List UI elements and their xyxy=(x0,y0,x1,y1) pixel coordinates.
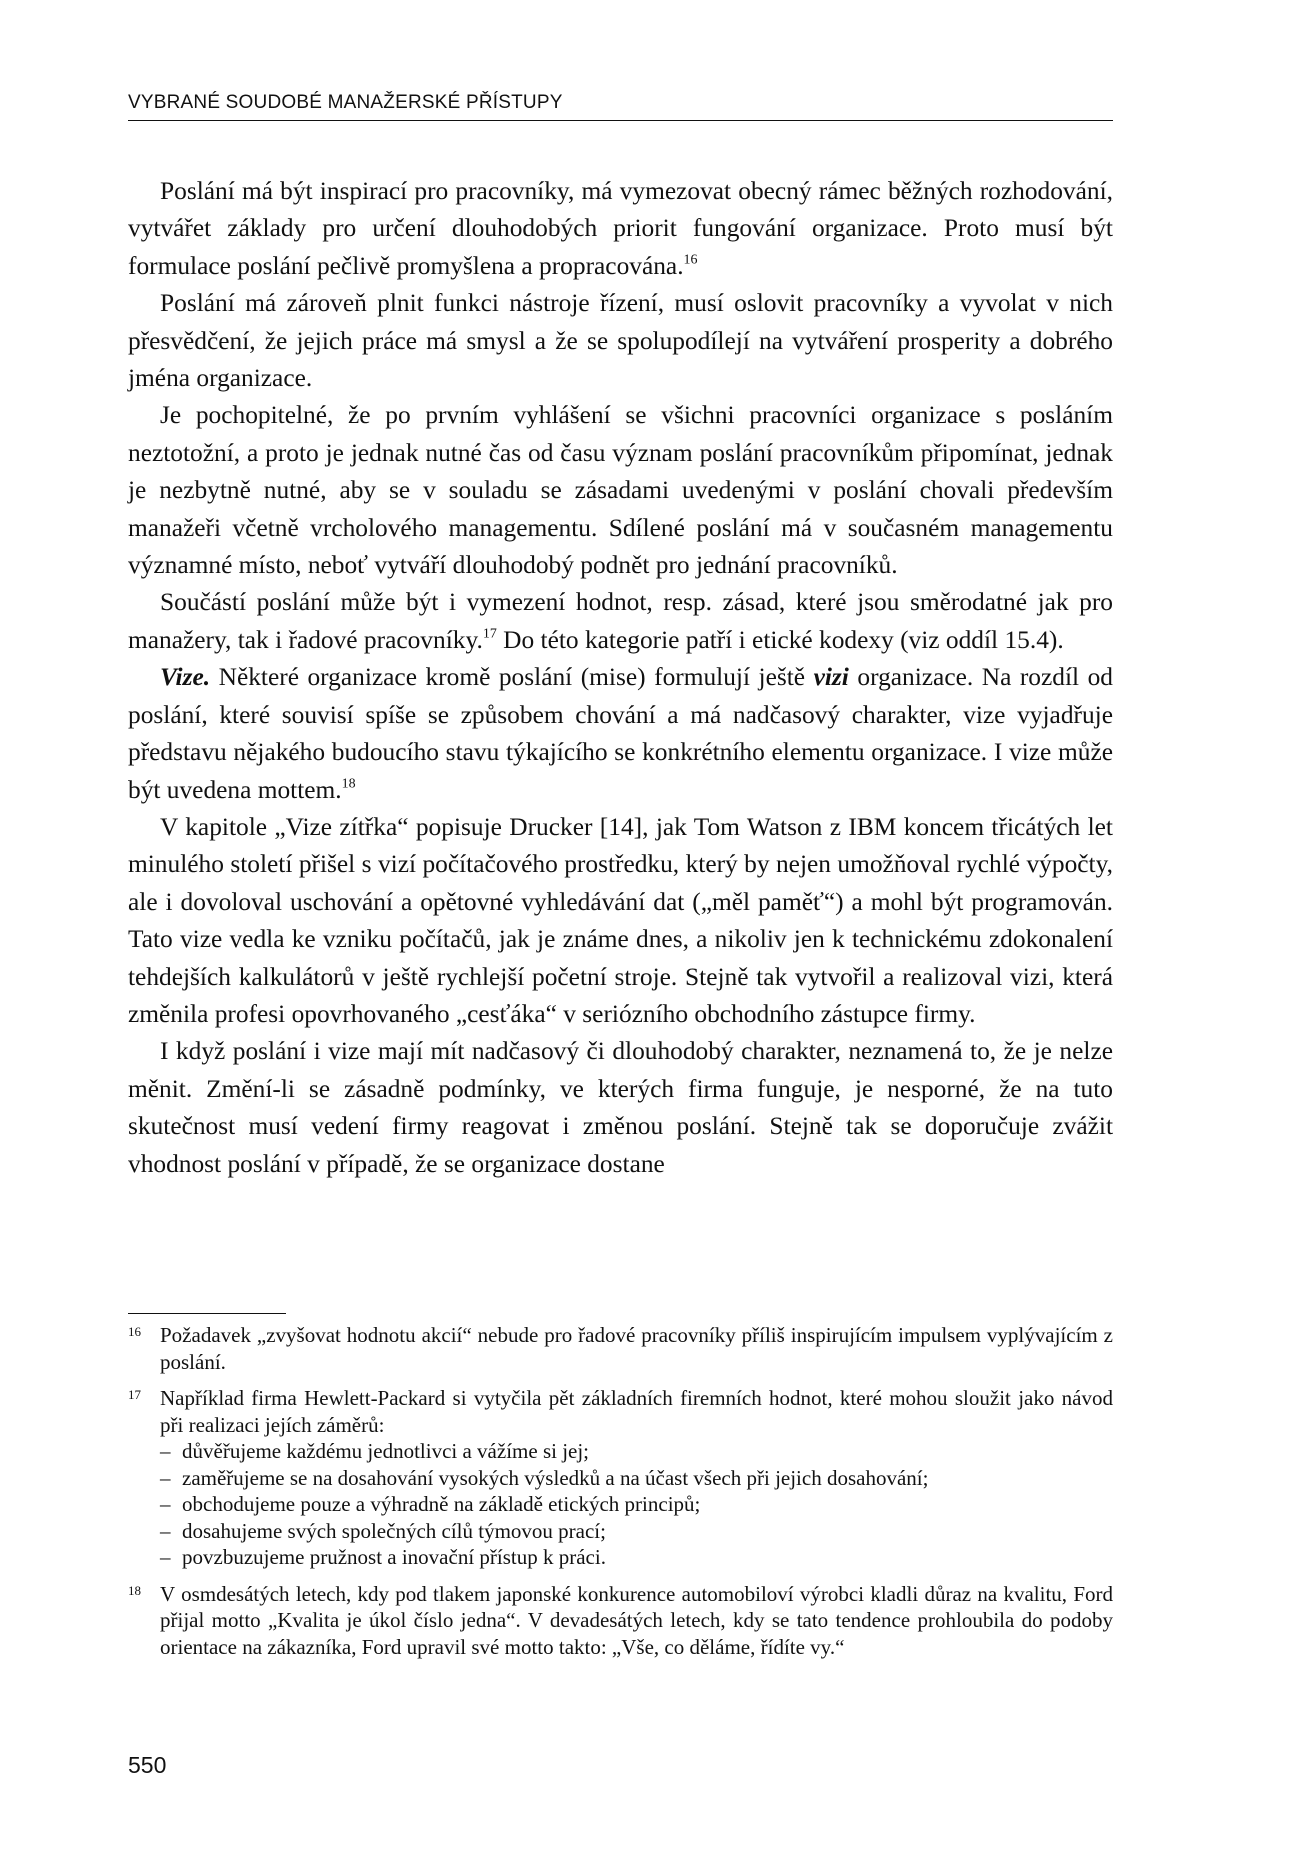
list-item: – zaměřujeme se na dosahování vysokých výsledků a na účast všech při jejich dosahování; xyxy=(160,1465,1113,1492)
section-lead: Vize. xyxy=(160,663,211,692)
footnote-text: Například firma Hewlett-Packard si vytyčila pět základních firemních hodnot, které mohou sloužit jako návod při realizaci jejích záměrů: xyxy=(160,1386,1113,1437)
footnote xyxy=(128,1581,1113,1661)
footnote-divider xyxy=(128,1313,286,1314)
emphasis: vizi xyxy=(813,663,849,692)
running-head: VYBRANÉ SOUDOBÉ MANAŽERSKÉ PŘÍSTUPY xyxy=(128,92,1113,121)
page-number: 550 xyxy=(128,1752,167,1778)
footnote xyxy=(128,1385,1113,1571)
list-item: – dosahujeme svých společných cílů týmovou prací; xyxy=(160,1518,1113,1545)
list-item: – povzbuzujeme pružnost a inovační přístup k práci. xyxy=(160,1544,1113,1571)
footnote-text: V osmdesátých letech, kdy pod tlakem japonské konkurence automobiloví výrobci kladli důraz na kvalitu, Ford přijal motto „Kvalita je úkol číslo jedna“. V devadesátých letech, kdy se tato tendence prohloubila do podoby orientace na zákazníka, Ford upravil své motto takto: „Vše, co děláme, řídíte vy.“ xyxy=(160,1581,1113,1659)
footnotes xyxy=(128,1322,1113,1670)
footnote-ref[interactable]: 17 xyxy=(482,626,497,642)
footnote-ref[interactable]: 18 xyxy=(341,776,356,792)
footnote-text: Požadavek „zvyšovat hodnotu akcií“ nebude pro řadové pracovníky příliš inspirujícím impulsem vyplývajícím z poslání. xyxy=(160,1323,1113,1374)
paragraph: Je pochopitelné, že po prvním vyhlášení se všichni pracovníci organizace s posláním neztotožní, a proto je jednak nutné čas od času význam poslání pracovníkům připomínat, jednak je nezbytně nutné, aby se v souladu se zásadami uvedenými v poslání chovali především manažeři včetně vrcholového managementu. Sdílené poslání má v současném managementu významné místo, neboť vytváří dlouhodobý podnět pro jednání pracovníků. xyxy=(128,401,1113,580)
footnote-number: 16 xyxy=(128,1324,141,1339)
footnote xyxy=(128,1322,1113,1375)
body-text xyxy=(128,173,1113,1183)
list-item: – obchodujeme pouze a výhradně na základě etických principů; xyxy=(160,1491,1113,1518)
list-item: – důvěřujeme každému jednotlivci a vážíme si jej; xyxy=(160,1438,1113,1465)
footnote-number: 17 xyxy=(128,1387,141,1402)
paragraph: Poslání má zároveň plnit funkci nástroje řízení, musí oslovit pracovníky a vyvolat v nich přesvědčení, že jejich práce má smysl a že se spolupodílejí na vytváření prosperity a dobrého jména organizace. xyxy=(128,289,1113,393)
paragraph: Vize. Některé organizace kromě poslání (mise) formulují ještě vizi organizace. Na rozdíl od poslání, které souvisí spíše se způsobem chování a má nadčasový charakter, vize vyjadřuje představu nějakého budoucího stavu týkajícího se konkrétního elementu organizace. I vize může být uvedena mottem.$^{18}$ xyxy=(128,663,1113,804)
footnote-ref[interactable]: 16 xyxy=(683,252,698,268)
paragraph: Poslání má být inspirací pro pracovníky, má vymezovat obecný rámec běžných rozhodování, vytvářet základy pro určení dlouhodobých priorit fungování organizace. Proto musí být formulace poslání pečlivě promyšlena a propracována.$^{16}$ xyxy=(128,177,1113,280)
footnote-list xyxy=(160,1438,1113,1571)
paragraph: Součástí poslání může být i vymezení hodnot, resp. zásad, které jsou směrodatné jak pro manažery, tak i řadové pracovníky.$^{17}$ Do této kategorie patří i etické kodexy (viz oddíl 15.4). xyxy=(128,588,1113,654)
paragraph: I když poslání i vize mají mít nadčasový či dlouhodobý charakter, neznamená to, že je nelze měnit. Změní-li se zásadně podmínky, ve kterých firma funguje, je nesporné, že na tuto skutečnost musí vedení firmy reagovat i změnou poslání. Stejně tak se doporučuje zvážit vhodnost poslání v případě, že se organizace dostane xyxy=(128,1037,1113,1178)
paragraph: V kapitole „Vize zítřka“ popisuje Drucker [14], jak Tom Watson z IBM koncem třicátých let minulého století přišel s vizí počítačového prostředku, který by nejen umožňoval rychlé výpočty, ale i dovoloval uschování a opětovné vyhledávání dat („měl paměť“) a mohl být programován. Tato vize vedla ke vzniku počítačů, jak je známe dnes, a nikoliv jen k technickému zdokonalení tehdejších kalkulátorů v ještě rychlejší početní stroje. Stejně tak vytvořil a realizoval vizi, která změnila profesi opovrhovaného „cesťáka“ v seriózního obchodního zástupce firmy. xyxy=(128,812,1113,1028)
footnote-number: 18 xyxy=(128,1582,141,1598)
